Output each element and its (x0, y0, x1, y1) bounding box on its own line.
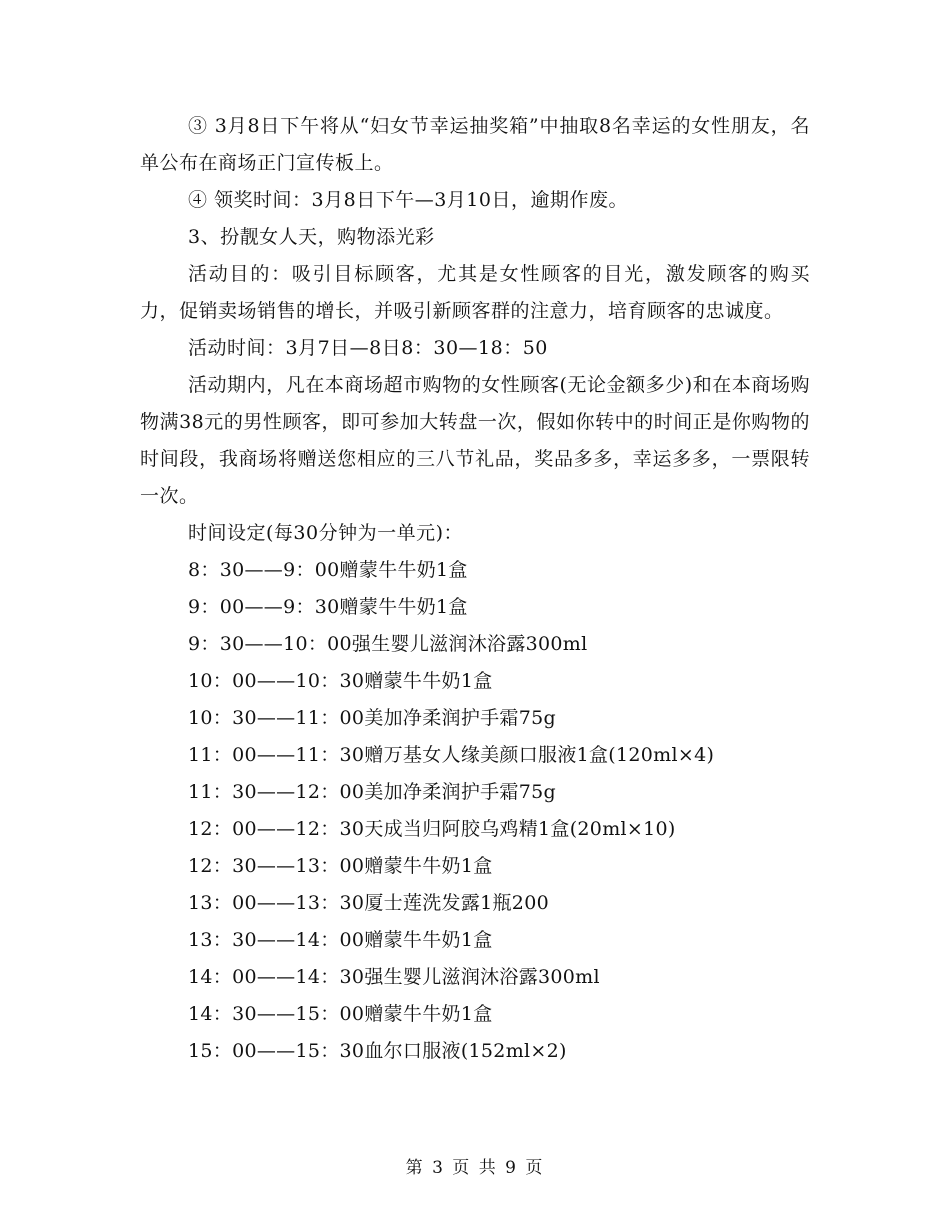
schedule-time: 10：30——11：00 (188, 707, 365, 729)
schedule-item (140, 922, 810, 959)
schedule-time: 9：30——10：00 (188, 633, 352, 655)
schedule-prize: 美加净柔润护手霜75g (364, 781, 556, 803)
schedule-time: 13：00——13：30 (188, 892, 365, 914)
schedule-time: 15：00——15：30 (188, 1040, 365, 1062)
schedule-item (140, 700, 810, 737)
schedule-prize: 强生婴儿滋润沐浴露300ml (351, 633, 588, 655)
schedule-time: 8：30——9：00 (188, 559, 340, 581)
schedule-prize: 赠蒙牛牛奶1盒 (339, 596, 468, 618)
paragraph-activity-time: 活动时间：3月7日—8日8：30—18：50 (188, 337, 548, 359)
schedule-time: 14：00——14：30 (188, 966, 365, 988)
section-heading: 3、扮靓女人天，购物添光彩 (188, 226, 435, 248)
schedule-prize: 赠蒙牛牛奶1盒 (364, 1003, 493, 1025)
schedule-prize: 赠蒙牛牛奶1盒 (364, 929, 493, 951)
schedule-time: 12：30——13：00 (188, 855, 365, 877)
paragraph-activity-rules: 活动期内，凡在本商场超市购物的女性顾客(无论金额多少)和在本商场购物满38元的男性顾客，即可参加大转盘一次，假如你转中的时间正是你购物的时间段，我商场将赠送您相应的三八节礼品，奖品多多，幸运多多，一票限转一次。 (140, 374, 810, 507)
schedule-item (140, 626, 810, 663)
schedule-item (140, 589, 810, 626)
page-footer: 第 3 页 共 9 页 (405, 1158, 545, 1178)
schedule-item (140, 1033, 810, 1070)
schedule-time: 9：00——9：30 (188, 596, 340, 618)
schedule-time: 11：00——11：30 (188, 744, 365, 766)
schedule-prize: 赠蒙牛牛奶1盒 (339, 559, 468, 581)
schedule-prize: 天成当归阿胶乌鸡精1盒(20ml×10) (364, 818, 676, 840)
schedule-prize: 厦士莲洗发露1瓶200 (364, 892, 549, 914)
schedule-item (140, 663, 810, 700)
schedule-item (140, 996, 810, 1033)
schedule-prize: 美加净柔润护手霜75g (364, 707, 556, 729)
schedule-time: 13：30——14：00 (188, 929, 365, 951)
schedule-item (140, 552, 810, 589)
paragraph-schedule-intro: 时间设定(每30分钟为一单元)： (188, 522, 464, 544)
schedule-item (140, 774, 810, 811)
paragraph-claim-time: ④ 领奖时间：3月8日下午—3月10日，逾期作废。 (188, 189, 628, 211)
schedule-item (140, 959, 810, 996)
schedule-prize: 强生婴儿滋润沐浴露300ml (364, 966, 600, 988)
prize-schedule-list (140, 552, 810, 1070)
schedule-prize: 赠万基女人缘美颜口服液1盒(120ml×4) (364, 744, 715, 766)
schedule-time: 12：00——12：30 (188, 818, 365, 840)
schedule-item (140, 885, 810, 922)
schedule-prize: 赠蒙牛牛奶1盒 (364, 670, 493, 692)
schedule-time: 11：30——12：00 (188, 781, 365, 803)
schedule-time: 14：30——15：00 (188, 1003, 365, 1025)
document-body (140, 108, 810, 1070)
schedule-prize: 赠蒙牛牛奶1盒 (364, 855, 493, 877)
paragraph-activity-purpose: 活动目的：吸引目标顾客，尤其是女性顾客的目光，激发顾客的购买力，促销卖场销售的增长，并吸引新顾客群的注意力，培育顾客的忠诚度。 (140, 263, 810, 322)
schedule-time: 10：00——10：30 (188, 670, 365, 692)
schedule-prize: 血尔口服液(152ml×2) (364, 1040, 567, 1062)
schedule-item (140, 811, 810, 848)
schedule-item (140, 737, 810, 774)
paragraph-draw-details: ③ 3月8日下午将从“妇女节幸运抽奖箱”中抽取8名幸运的女性朋友，名单公布在商场正门宣传板上。 (140, 115, 810, 174)
schedule-item (140, 848, 810, 885)
